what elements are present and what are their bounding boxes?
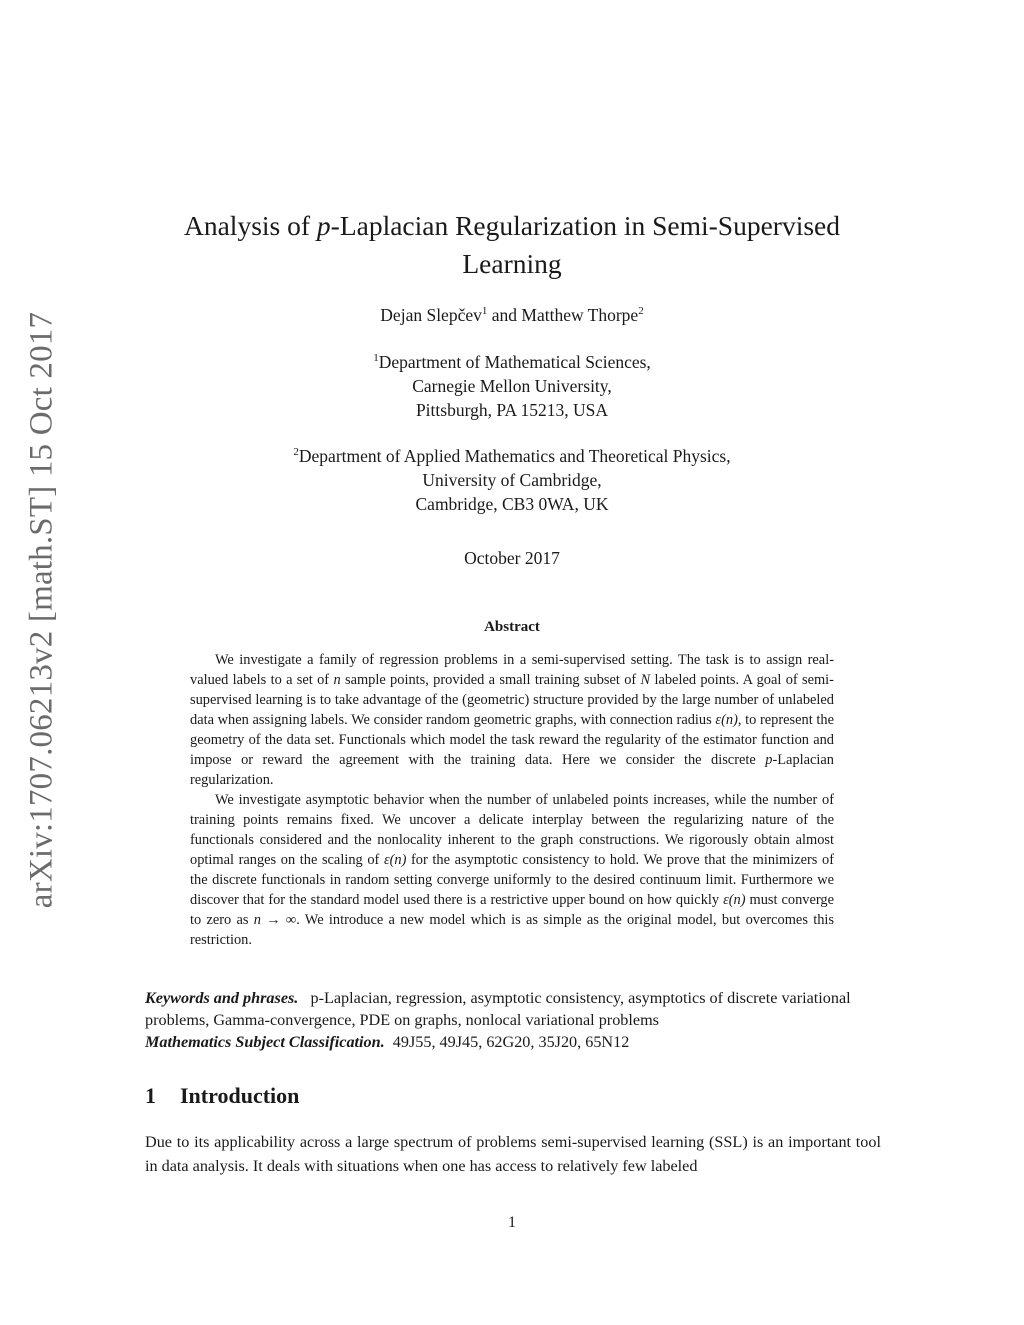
abstract-paragraph: We investigate asymptotic behavior when the number of unlabeled points increases, while the number of training points remains fixed. We uncover a delicate interplay between the regularizing nature of the functionals considered and the nonlocality inherent to the graph constructions. We rigorously obtain almost optimal ranges on the scaling of ε(n) for the asymptotic consistency to hold. We prove that the minimizers of the discrete functionals in random setting converge uniformly to the desired continuum limit. Furthermore we discover that for the standard model used there is a restrictive upper bound on how quickly ε(n) must converge to zero as n → ∞. We introduce a new model which is as simple as the original model, but overcomes this restriction.	[190, 792, 834, 948]
author-affiliation-mark: 2	[638, 305, 644, 317]
keywords-line	[145, 987, 881, 1031]
affiliation-1: $^1$Department of Mathematical Sciences, Carnegie Mellon University, Pittsburgh, PA 15213, USA	[373, 352, 651, 420]
abstract-paragraph: We investigate a family of regression problems in a semi-supervised setting. The task is to assign real-valued labels to a set of n sample points, provided a small training subset of N labeled points. A goal of semi-supervised learning is to take advantage of the (geometric) structure provided by the large number of unlabeled data when assigning labels. We consider random geometric graphs, with connection radius ε(n), to represent the geometry of the data set. Functionals which model the task reward the regularity of the estimator function and impose or reward the agreement with the training data. Here we consider the discrete p-Laplacian regularization.	[190, 652, 834, 788]
msc-line	[145, 1031, 881, 1053]
keywords-label: Keywords and phrases.	[145, 989, 299, 1007]
section-number: 1	[145, 1083, 156, 1108]
affiliation-2: $^2$Department of Applied Mathematics and Theoretical Physics, University of Cambridge, Cambridge, CB3 0WA, UK	[293, 446, 731, 514]
title-line-2: Learning	[462, 248, 562, 279]
math-inline: ε(n)	[723, 892, 746, 908]
math-inline: n → ∞	[253, 912, 297, 928]
body-paragraph: Due to its applicability across a large spectrum of problems semi-supervised learning (SSL) is an important tool in data analysis. It deals with situations when one has access to relatively few labeled	[145, 1133, 881, 1175]
math-inline: N	[640, 672, 651, 688]
section-title: Introduction	[180, 1083, 300, 1108]
page-number: 1	[508, 1214, 516, 1231]
arxiv-identifier: arXiv:1707.06213v2 [math.ST] 15 Oct 2017	[23, 311, 60, 909]
author-name: Matthew Thorpe	[521, 305, 639, 325]
paper-title	[140, 207, 884, 283]
author-list: Dejan Slepčev$^1$ and Matthew Thorpe$^2$	[380, 305, 644, 325]
publication-date: October 2017	[464, 548, 560, 568]
math-inline: ε(n)	[715, 712, 738, 728]
abstract-body	[190, 650, 834, 950]
author-name: Dejan Slepčev	[380, 305, 482, 325]
title-math-p: p	[316, 210, 331, 241]
section-heading-introduction	[145, 1083, 299, 1109]
msc-codes: 49J55, 49J45, 62G20, 35J20, 65N12	[392, 1033, 630, 1051]
msc-label: Mathematics Subject Classification.	[145, 1033, 385, 1051]
introduction-body	[145, 1130, 881, 1178]
keywords-block	[145, 987, 881, 1053]
title-line-1: Analysis of p-Laplacian Regularization in Semi-Supervised	[183, 210, 841, 241]
keywords-text: p-Laplacian, regression, asymptotic consistency, asymptotics of discrete variational problems, Gamma-convergence, PDE on graphs, nonlocal variational problems	[145, 989, 851, 1029]
math-inline: n	[333, 672, 341, 688]
author-affiliation-mark: 1	[481, 305, 488, 317]
math-inline: ε(n)	[383, 852, 407, 868]
abstract-heading: Abstract	[484, 619, 540, 635]
math-inline: p	[765, 752, 773, 768]
